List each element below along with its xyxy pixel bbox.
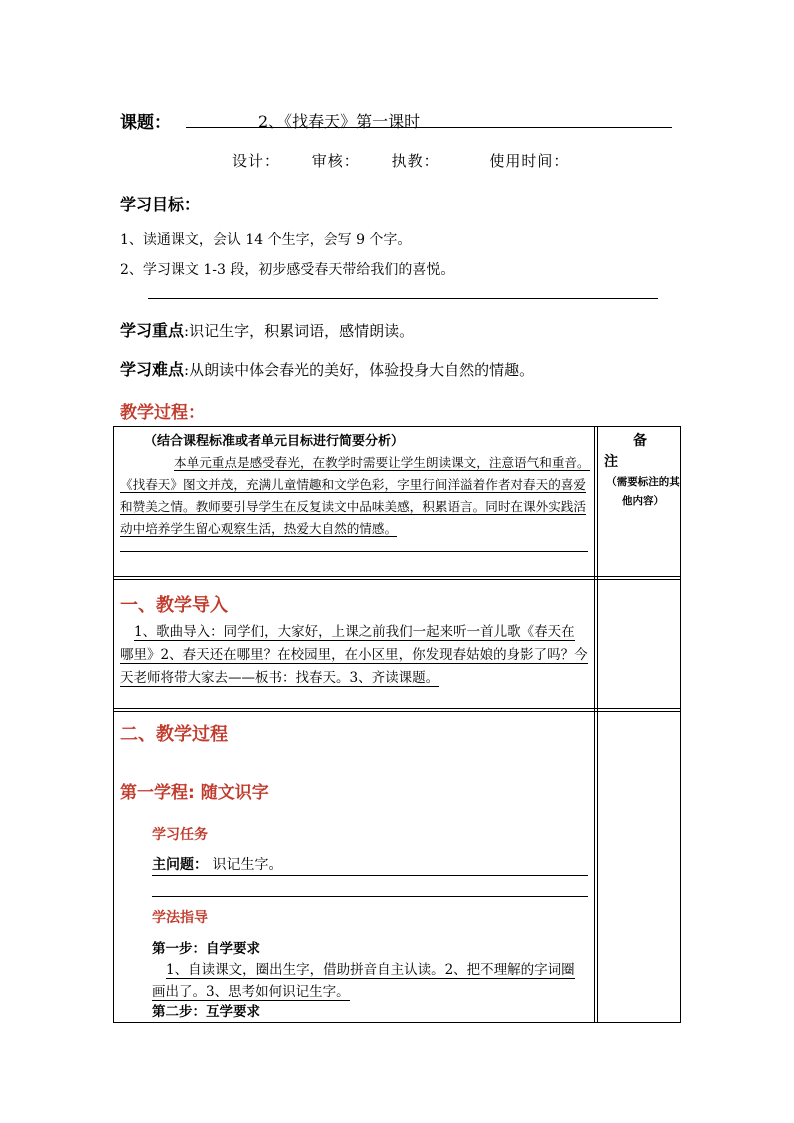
meta-teacher: 执教： [391,152,440,170]
goal-item: 2、学习课文 1-3 段，初步感受春天带给我们的喜悦。 [120,262,455,278]
meta-design: 设计： [232,152,281,170]
meta-row [232,150,595,171]
analysis-text: 本单元重点是感受春光，在教学时需要让学生朗读课文，注意语气和重音。《找春天》图文并茂，充满儿童情趣和文学色彩，字里行间洋溢着作者对春天的喜爱和赞美之情。教师要引导学生在反复读文中品味美感，积累语言。同时在课外实践活动中培养学生留心观察生活，热爱大自然的情感。 [120,455,590,536]
section1-body [120,621,588,690]
row-divider [114,576,680,577]
stage1-heading: 第一学程: 随文识字 [120,783,269,803]
analysis-blank-line [120,551,588,552]
main-question-line [152,875,588,876]
notes-title2: 注 [604,454,618,470]
title-label: 课题： [120,113,171,133]
process-heading: 教学过程： [120,403,205,423]
row-divider-inner [114,579,680,580]
difficulty-row [120,357,534,380]
goal-blank-line [148,298,658,299]
notes-title: 备 [633,433,647,449]
key-point-text: :识记生字，积累词语，感情朗读。 [184,322,415,340]
goals-heading: 学习目标： [120,195,201,214]
row-divider [114,708,680,709]
notes-heading [604,431,676,473]
row-divider-inner [114,711,680,712]
meta-time: 使用时间： [489,152,570,170]
notes-subtitle: （需要标注的其他内容） [606,476,680,507]
key-point-label: 学习重点 [120,321,185,340]
task-heading: 学习任务 [152,827,208,843]
analysis-body [120,452,590,540]
section1-text: 1、歌曲导入：同学们，大家好，上课之前我们一起来听一首儿歌《春天在哪里》2、春天还在哪里？在校园里，在小区里，你发现春姑娘的身影了吗？今天老师将带大家去——板书：找春天。3、齐读课题。 [120,624,588,686]
key-point-row [120,318,414,341]
blank-line [152,896,588,897]
section2-heading: 二、教学过程 [120,724,228,745]
analysis-heading: （结合课程标准或者单元目标进行简要分析） [144,434,405,449]
goal-item: 1、读通课文，会认 14 个生字，会写 9 个字。 [120,232,412,248]
meta-review: 审核： [311,152,360,170]
main-question-label: 主问题： [152,857,208,873]
main-question-text: 识记生字。 [212,857,283,873]
difficulty-text: :从朗读中体会春光的美好，体验投身大自然的情趣。 [184,361,535,379]
column-divider-inner [597,427,598,1022]
main-question [152,855,282,876]
difficulty-label: 学习难点 [120,360,185,379]
lesson-table [113,426,681,1023]
section1-heading: 一、教学导入 [120,595,228,616]
column-divider [594,427,595,1022]
step2-heading: 第二步：互学要求 [152,1004,260,1020]
step1-body [152,959,588,1003]
method-heading: 学法指导 [152,910,208,926]
step1-text: 1、自读课文，圈出生字，借助拼音自主认读。2、把不理解的字词圈画出了。3、思考如何识记生字。 [152,962,575,1000]
lesson-title: 2、《找春天》第一课时 [258,112,421,131]
step1-heading: 第一步：自学要求 [152,941,260,957]
